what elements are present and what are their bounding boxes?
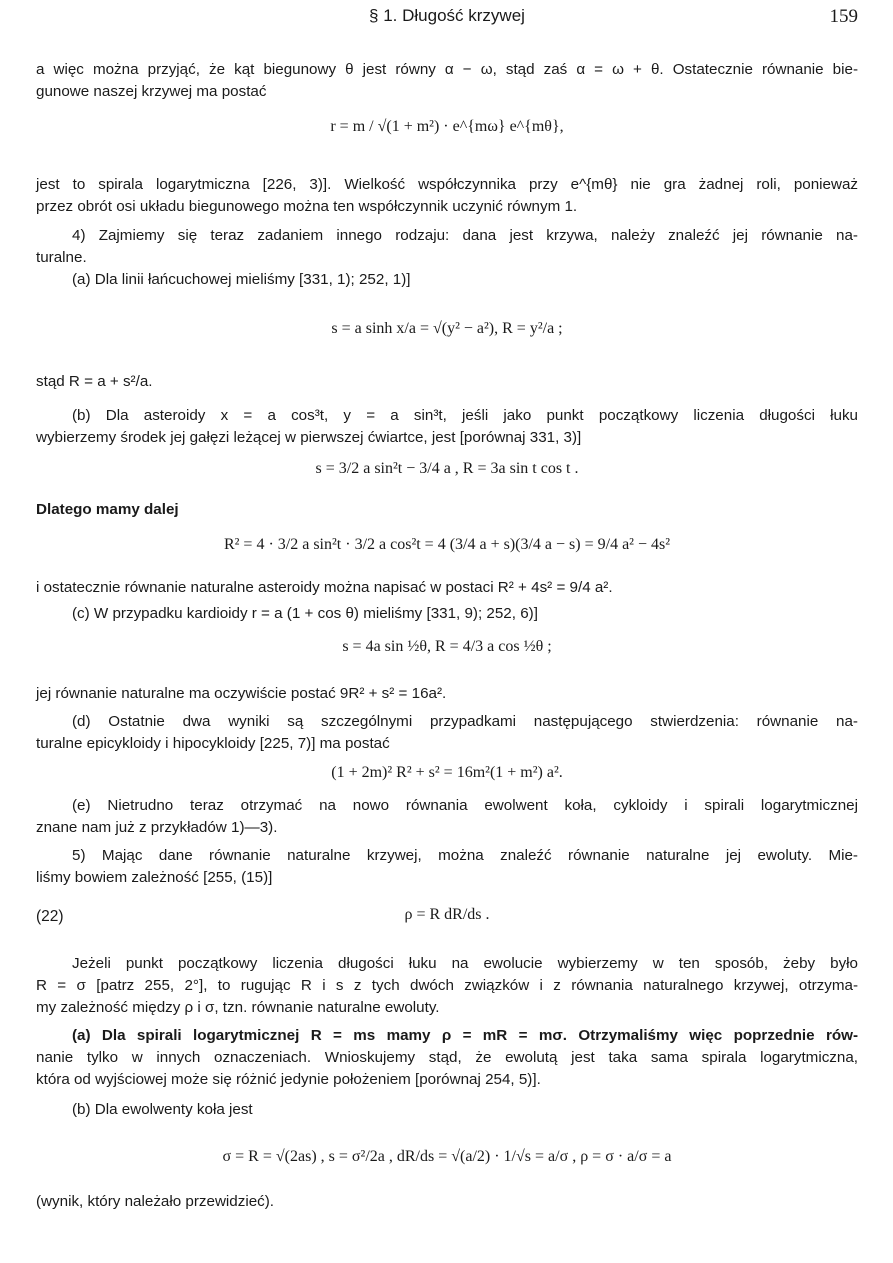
text-line: my zależność między ρ i σ, tzn. równanie naturalne ewoluty.: [36, 999, 440, 1016]
text-line: (c) W przypadku kardioidy r = a (1 + cos θ) mieliśmy [331, 9); 252, 6)]: [72, 605, 538, 622]
text-line: turalne.: [36, 249, 87, 266]
equation-number: (22): [36, 908, 64, 925]
equation-catenary: s = a sinh x/a = √(y² − a²), R = y²/a ;: [331, 320, 563, 337]
text-line: turalne epicykloidy i hipocykloidy [225, 7)] ma postać: [36, 735, 390, 752]
text-line: jej równanie naturalne ma oczywiście postać 9R² + s² = 16a².: [36, 685, 447, 702]
text-line: wybierzemy środek jej gałęzi leżącej w pierwszej ćwiartce, jest [porównaj 331, 3)]: [36, 429, 582, 446]
text-line: która od wyjściowej może się różnić jedynie położeniem [porównaj 254, 5)].: [36, 1071, 541, 1088]
text-line: jest to spirala logarytmiczna [226, 3)]. Wielkość współczynnika przy e^{mθ} nie gra żadnej roli, ponieważ: [36, 176, 858, 193]
text-line: Jeżeli punkt początkowy liczenia długości łuku na ewolucie wybierzemy w ten sposób, żeby było: [72, 955, 858, 972]
text-line: 4) Zajmiemy się teraz zadaniem innego rodzaju: dana jest krzywa, należy znaleźć jej równanie na-: [72, 227, 858, 244]
equation-22: ρ = R dR/ds .: [404, 906, 490, 923]
text-line: (a) Dla spirali logarytmicznej R = ms mamy ρ = mR = mσ. Otrzymaliśmy więc poprzednie rów-: [72, 1027, 858, 1044]
text-line: (a) Dla linii łańcuchowej mieliśmy [331, 1); 252, 1)]: [72, 271, 411, 288]
text-line: i ostatecznie równanie naturalne asteroidy można napisać w postaci R² + 4s² = 9/4 a².: [36, 579, 613, 596]
equation-astroid: s = 3/2 a sin²t − 3/4 a , R = 3a sin t cos t .: [315, 460, 579, 477]
equation-epicycloid: (1 + 2m)² R² + s² = 16m²(1 + m²) a².: [331, 764, 563, 781]
text-line: nanie tylko w innych oznaczeniach. Wnioskujemy stąd, że ewolutą jest taka sama spirala logarytmiczna,: [36, 1049, 858, 1066]
text-line: (b) Dla ewolwenty koła jest: [72, 1101, 253, 1118]
text-line: (d) Ostatnie dwa wyniki są szczególnymi przypadkami następującego stwierdzenia: równanie na-: [72, 713, 858, 730]
text-line: gunowe naszej krzywej ma postać: [36, 83, 267, 100]
running-header: [36, 6, 858, 30]
text-line: przez obrót osi układu biegunowego można ten współczynnik uczynić równym 1.: [36, 198, 578, 215]
equation-spiral: r = m / √(1 + m²) · e^{mω} e^{mθ},: [330, 118, 564, 135]
text-line: Dlatego mamy dalej: [36, 501, 179, 518]
text-line: R = σ [patrz 255, 2°], to rugując R i s z tych dwóch związków i z równania naturalnego krzywej, otrzyma-: [36, 977, 858, 994]
text-line: (wynik, który należało przewidzieć).: [36, 1193, 275, 1210]
equation-involute: σ = R = √(2as) , s = σ²/2a , dR/ds = √(a/2) · 1/√s = a/σ , ρ = σ · a/σ = a: [222, 1148, 672, 1165]
text-line: (e) Nietrudno teraz otrzymać na nowo równania ewolwent koła, cykloidy i spirali logarytmicznej: [72, 797, 858, 814]
text-line: (b) Dla asteroidy x = a cos³t, y = a sin³t, jeśli jako punkt początkowy liczenia długości łuku: [72, 407, 858, 424]
text-line: liśmy bowiem zależność [255, (15)]: [36, 869, 273, 886]
text-line: znane nam już z przykładów 1)—3).: [36, 819, 278, 836]
equation-astroid-r2: R² = 4 · 3/2 a sin²t · 3/2 a cos²t = 4 (3/4 a + s)(3/4 a − s) = 9/4 a² − 4s²: [223, 536, 671, 553]
book-page: [36, 0, 858, 1263]
equation-cardioid: s = 4a sin ½θ, R = 4/3 a cos ½θ ;: [342, 638, 552, 655]
page-number: 159: [829, 6, 858, 27]
text-line: stąd R = a + s²/a.: [36, 373, 153, 390]
section-title: § 1. Długość krzywej: [369, 6, 525, 25]
text-line: a więc można przyjąć, że kąt biegunowy θ jest równy α − ω, stąd zaś α = ω + θ. Ostatecznie równanie bie-: [36, 61, 858, 78]
text-line: 5) Mając dane równanie naturalne krzywej, można znaleźć równanie naturalne jej ewoluty. Mie-: [72, 847, 858, 864]
